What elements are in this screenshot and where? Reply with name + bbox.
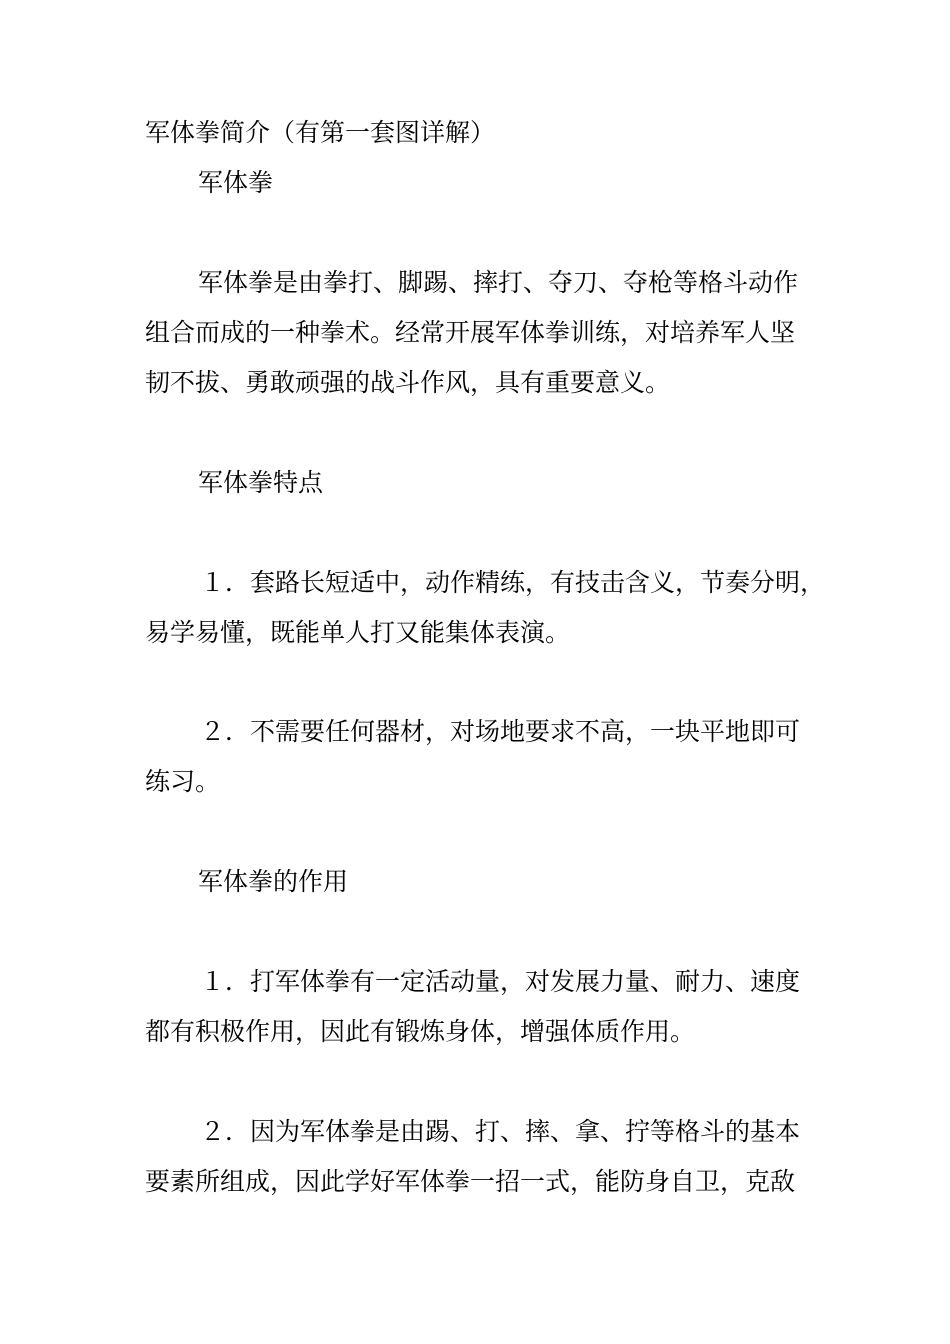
intro-paragraph-line-3: 韧不拔、勇敢顽强的战斗作风，具有重要意义。: [145, 368, 671, 397]
document-title: 军体拳简介（有第一套图详解）: [145, 118, 496, 147]
effect-2-line-2: 要素所组成，因此学好军体拳一招一式，能防身自卫，克敌: [145, 1167, 796, 1196]
section-heading-main: 军体拳: [198, 168, 274, 197]
feature-2-line-2: 练习。: [145, 767, 221, 796]
effect-1-line-2: 都有积极作用，因此有锻炼身体，增强体质作用。: [145, 1017, 696, 1046]
effect-1-line-1: １．打军体拳有一定活动量，对发展力量、耐力、速度: [200, 967, 801, 996]
features-heading: 军体拳特点: [198, 468, 324, 497]
intro-paragraph-line-2: 组合而成的一种拳术。经常开展军体拳训练，对培养军人坚: [145, 318, 796, 347]
intro-paragraph-line-1: 军体拳是由拳打、脚踢、摔打、夺刀、夺枪等格斗动作: [198, 268, 799, 297]
feature-1-line-1: １．套路长短适中，动作精练，有技击含义，节奏分明，: [200, 568, 826, 597]
effect-2-line-1: ２．因为军体拳是由踢、打、摔、拿、拧等格斗的基本: [200, 1117, 801, 1146]
effects-heading: 军体拳的作用: [198, 867, 349, 896]
feature-1-line-2: 易学易懂，既能单人打又能集体表演。: [145, 618, 571, 647]
feature-2-line-1: ２．不需要任何器材，对场地要求不高，一块平地即可: [200, 717, 801, 746]
